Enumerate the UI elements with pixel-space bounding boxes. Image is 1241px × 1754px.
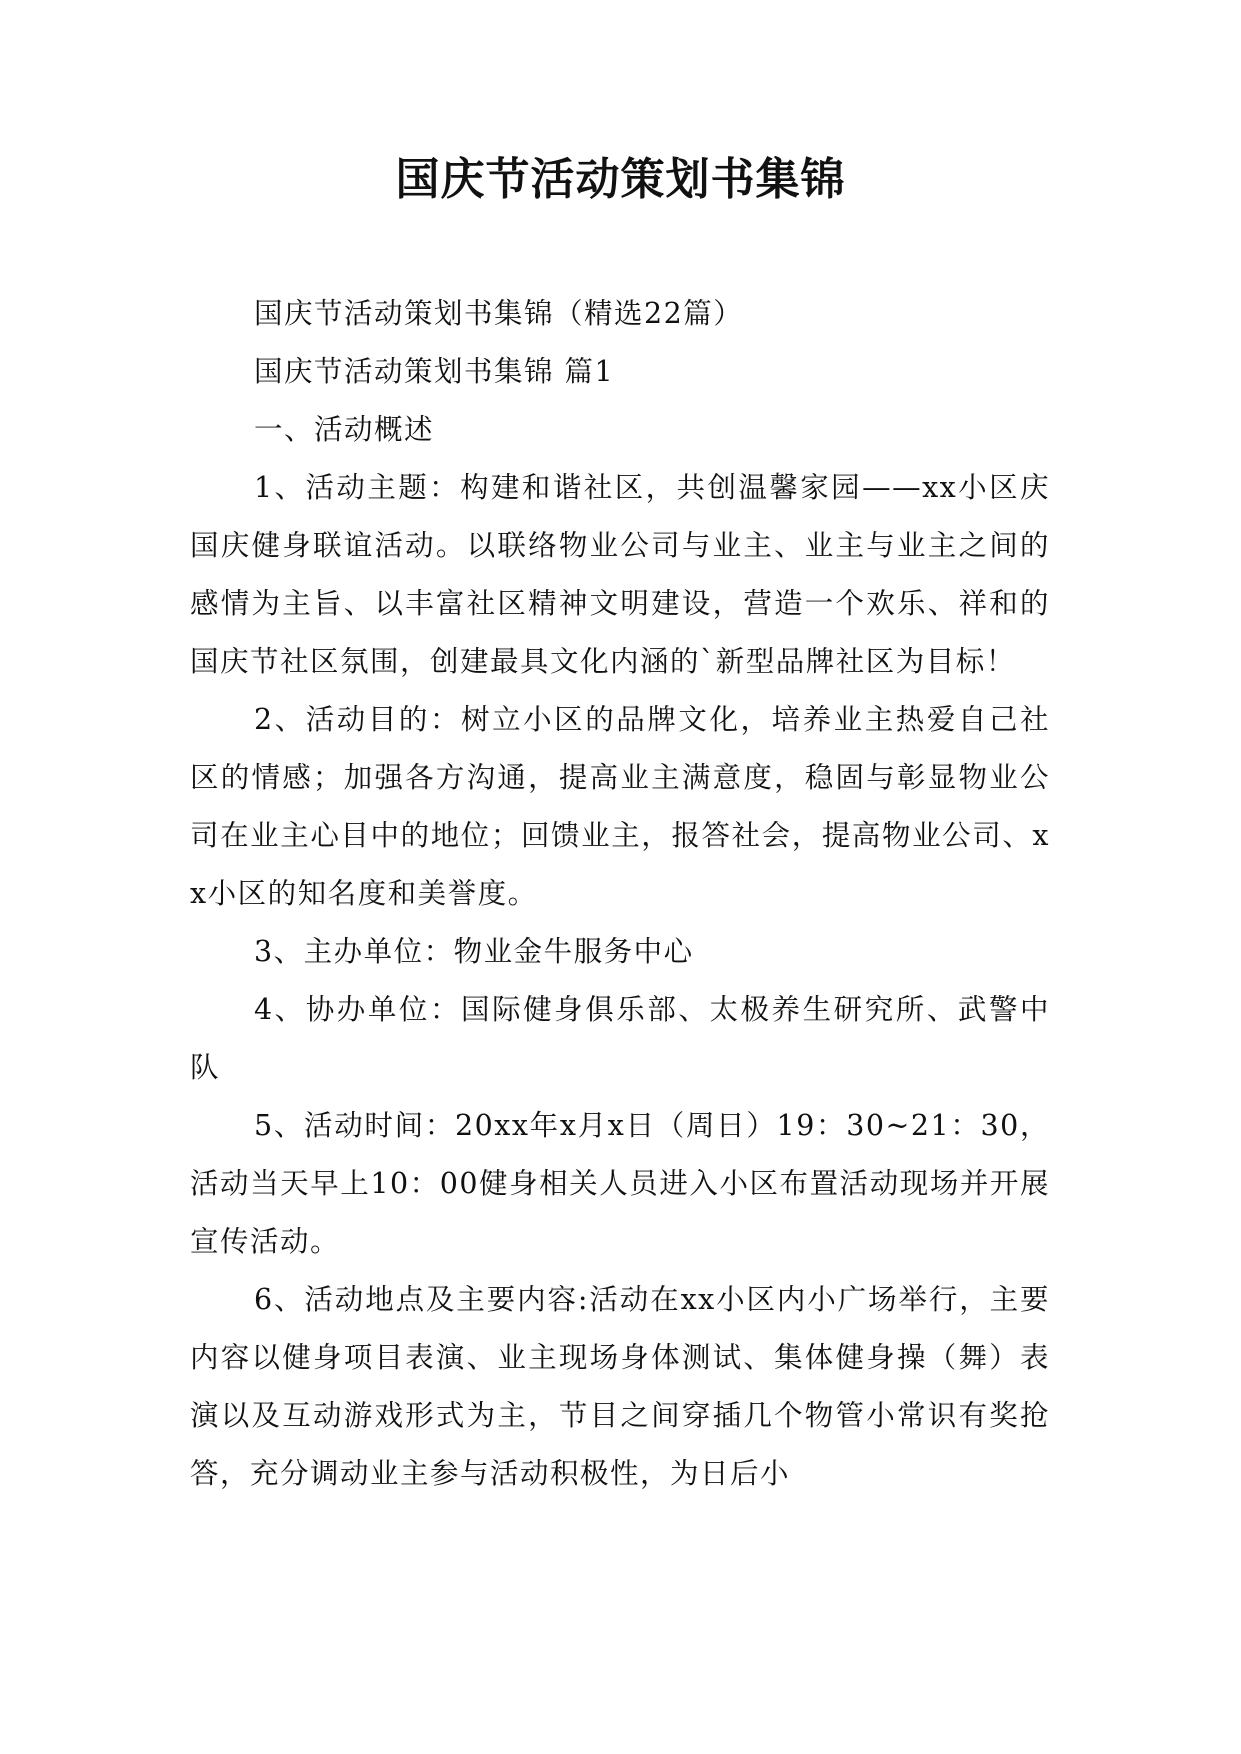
- subsection-heading: 一、活动概述: [254, 413, 435, 446]
- paragraph-purpose: 2、活动目的：树立小区的品牌文化，培养业主热爱自己社区的情感；加强各方沟通，提高业主满意度，稳固与彰显物业公司在业主心目中的地位；回馈业主，报答社会，提高物业公司、xx小区的知名度和美誉度。: [190, 703, 1050, 910]
- paragraph-time: 5、活动时间：20xx年x月x日（周日）19：30~21：30，活动当天早上10：00健身相关人员进入小区布置活动现场并开展宣传活动。: [190, 1109, 1050, 1258]
- document-body: [190, 285, 1050, 1503]
- paragraph-location: 6、活动地点及主要内容:活动在xx小区内小广场举行，主要内容以健身项目表演、业主现场身体测试、集体健身操（舞）表演以及互动游戏形式为主，节目之间穿插几个物管小常识有奖抢答，充分调动业主参与活动积极性，为日后小: [190, 1283, 1050, 1490]
- document-title: 国庆节活动策划书集锦: [395, 154, 846, 205]
- paragraph-co-organizer: 4、协办单位：国际健身俱乐部、太极养生研究所、武警中队: [190, 993, 1050, 1084]
- section-heading: 国庆节活动策划书集锦 篇1: [254, 355, 615, 388]
- paragraph-theme: 1、活动主题：构建和谐社区，共创温馨家园——xx小区庆国庆健身联谊活动。以联络物业公司与业主、业主与业主之间的感情为主旨、以丰富社区精神文明建设，营造一个欢乐、祥和的国庆节社区氛围，创建最具文化内涵的`新型品牌社区为目标！: [190, 471, 1050, 678]
- subtitle-paragraph: 国庆节活动策划书集锦（精选22篇）: [254, 297, 744, 330]
- paragraph-organizer: 3、主办单位：物业金牛服务中心: [254, 935, 694, 968]
